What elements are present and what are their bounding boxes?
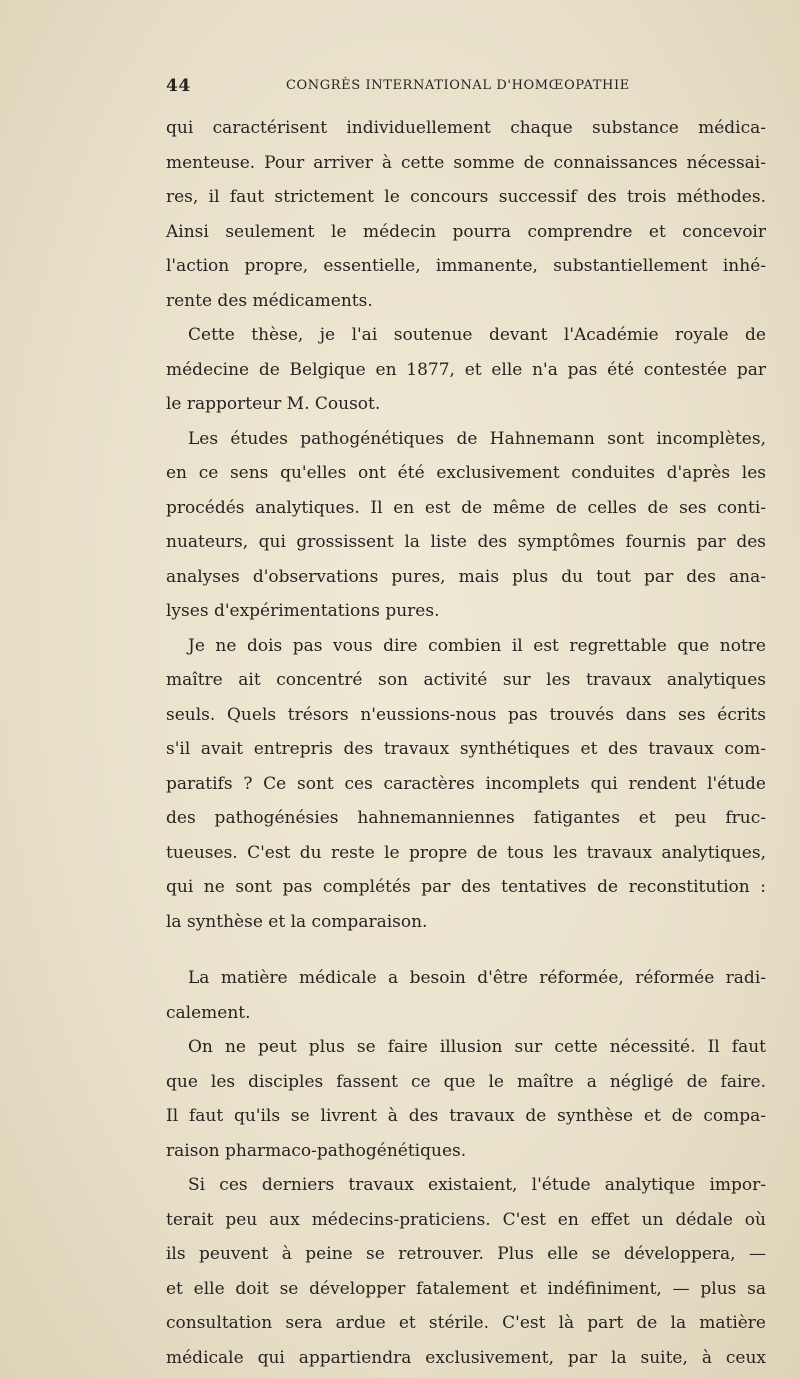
body-text: [166, 111, 766, 1375]
text-line: seuls. Quels trésors n'eussions-nous pas trouvés dans ses écrits: [166, 704, 766, 725]
text-line: maître ait concentré son activité sur les travaux analytiques: [166, 670, 766, 690]
text-line: Cette thèse, je l'ai soutenue devant l'Académie royale de: [188, 325, 766, 345]
page-number: 44: [166, 76, 191, 96]
text-line: nuateurs, qui grossissent la liste des symptômes fournis par des: [166, 532, 766, 552]
text-line: ils peuvent à peine se retrouver. Plus elle se développera, —: [166, 1244, 766, 1264]
text-line: le rapporteur M. Cousot.: [166, 394, 381, 414]
text-line: rente des médicaments.: [166, 290, 373, 311]
text-line: analyses d'observations pures, mais plus du tout par des ana-: [166, 566, 766, 587]
text-line: en ce sens qu'elles ont été exclusivement conduites d'après les: [166, 463, 766, 483]
text-line: l'action propre, essentielle, immanente, substantiellement inhé-: [166, 256, 766, 276]
text-line: s'il avait entrepris des travaux synthétiques et des travaux com-: [166, 739, 766, 759]
text-line: La matière médicale a besoin d'être réformée, réformée radi-: [188, 968, 766, 988]
text-line: procédés analytiques. Il en est de même de celles de ses conti-: [166, 497, 766, 518]
text-line: médecine de Belgique en 1877, et elle n'a pas été contestée par: [166, 359, 766, 380]
page-header: [166, 76, 766, 100]
text-line: Je ne dois pas vous dire combien il est regrettable que notre: [188, 635, 766, 656]
text-line: des pathogénésies hahnemanniennes fatigantes et peu fruc-: [166, 808, 766, 828]
text-line: lyses d'expérimentations pures.: [166, 601, 440, 621]
text-line: la synthèse et la comparaison.: [166, 911, 428, 932]
running-head: CONGRÈS INTERNATIONAL D'HOMŒOPATHIE: [286, 78, 630, 93]
text-line: qui ne sont pas complétés par des tentatives de reconstitution :: [166, 877, 766, 897]
text-line: res, il faut strictement le concours successif des trois méthodes.: [166, 187, 766, 207]
text-line: tueuses. C'est du reste le propre de tous les travaux analytiques,: [166, 842, 766, 863]
text-line: paratifs ? Ce sont ces caractères incomplets qui rendent l'étude: [166, 773, 766, 794]
text-line: et elle doit se développer fatalement et indéfiniment, — plus sa: [166, 1278, 766, 1299]
text-line: médicale qui appartiendra exclusivement, par la suite, à ceux: [166, 1347, 766, 1368]
text-line: terait peu aux médecins-praticiens. C'est en effet un dédale où: [166, 1209, 766, 1230]
text-line: consultation sera ardue et stérile. C'est là part de la matière: [166, 1313, 766, 1333]
text-line: Il faut qu'ils se livrent à des travaux de synthèse et de compa-: [166, 1106, 766, 1126]
text-line: menteuse. Pour arriver à cette somme de connaissances nécessai-: [166, 152, 766, 173]
text-line: Si ces derniers travaux existaient, l'étude analytique impor-: [188, 1175, 766, 1195]
text-line: calement.: [166, 1002, 251, 1023]
text-line: que les disciples fassent ce que le maître a négligé de faire.: [166, 1071, 766, 1092]
section-gap: [166, 939, 766, 961]
text-line: On ne peut plus se faire illusion sur cette nécessité. Il faut: [188, 1037, 766, 1057]
text-line: Ainsi seulement le médecin pourra comprendre et concevoir: [166, 221, 766, 242]
text-line: qui caractérisent individuellement chaque substance médica-: [166, 118, 766, 138]
text-line: Les études pathogénétiques de Hahnemann sont incomplètes,: [188, 428, 766, 449]
text-line: raison pharmaco-pathogénétiques.: [166, 1140, 467, 1161]
